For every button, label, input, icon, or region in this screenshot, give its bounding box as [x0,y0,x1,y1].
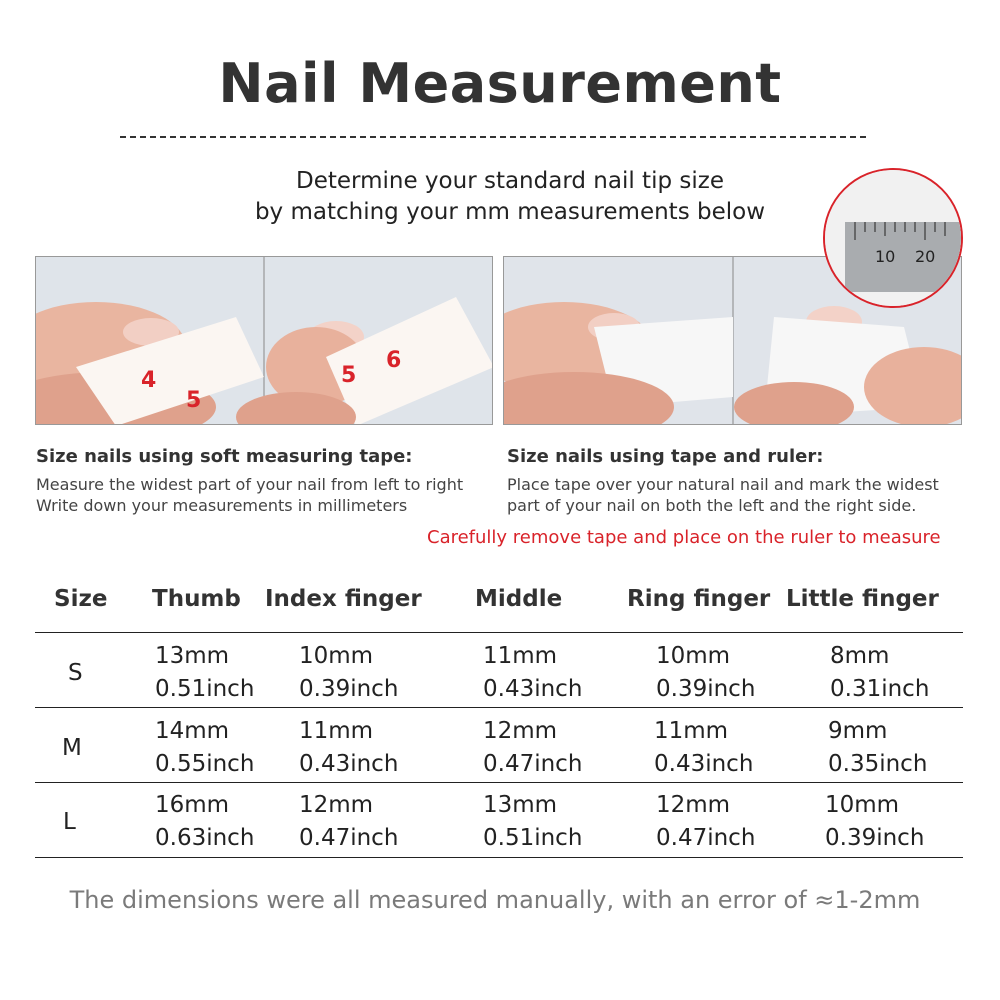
mm-value: 12mm [299,792,374,818]
ruler-label: 20 [915,247,936,266]
table-cell [828,715,927,781]
inch-value: 0.43inch [299,751,399,777]
inch-value: 0.47inch [299,825,399,851]
inch-value: 0.51inch [483,825,583,851]
inch-value: 0.35inch [828,751,928,777]
soft-tape-photo [35,256,493,425]
mm-value: 12mm [656,792,731,818]
table-cell [299,789,398,855]
table-cell [483,640,582,706]
inch-value: 0.43inch [483,676,583,702]
inch-value: 0.55inch [155,751,255,777]
table-cell [830,640,929,706]
mm-value: 16mm [155,792,230,818]
header-size: Size [54,586,108,612]
inch-value: 0.47inch [656,825,756,851]
table-cell [155,789,254,855]
table-cell [299,715,398,781]
header-middle: Middle [475,586,563,612]
size-label: M [62,735,82,761]
page-title: Nail Measurement [218,52,782,115]
table-cell [656,789,755,855]
ruler-label: 10 [875,247,896,266]
mm-value: 10mm [299,643,374,669]
mm-value: 12mm [483,718,558,744]
tape-label: 6 [386,348,402,373]
table-cell [155,715,254,781]
inch-value: 0.39inch [656,676,756,702]
inch-value: 0.63inch [155,825,255,851]
mm-value: 10mm [825,792,900,818]
mm-value: 10mm [656,643,731,669]
table-rule [35,632,963,633]
mm-value: 14mm [155,718,230,744]
inch-value: 0.39inch [825,825,925,851]
table-cell [155,640,254,706]
mm-value: 8mm [830,643,890,669]
header-index: Index finger [265,586,422,612]
table-cell [483,789,582,855]
ruler-closeup [823,168,963,308]
header-thumb: Thumb [152,586,241,612]
table-rule [35,707,963,708]
table-cell [483,715,582,781]
table-cell [825,789,924,855]
tape-label: 5 [341,363,357,388]
warning-text: Carefully remove tape and place on the ruler to measure [427,527,941,548]
right-caption-line: Place tape over your natural nail and mark the widest [507,475,939,494]
right-caption-heading: Size nails using tape and ruler: [507,446,824,467]
tape-label: 4 [141,368,157,393]
right-caption-line: part of your nail on both the left and the right side. [507,496,917,515]
mm-value: 11mm [654,718,729,744]
inch-value: 0.47inch [483,751,583,777]
table-cell [656,640,755,706]
mm-value: 11mm [299,718,374,744]
mm-value: 9mm [828,718,888,744]
size-label: L [63,809,76,835]
size-label: S [68,660,83,686]
header-little: Little finger [786,586,939,612]
left-caption-heading: Size nails using soft measuring tape: [36,446,413,467]
inch-value: 0.43inch [654,751,754,777]
footer-note: The dimensions were all measured manually, with an error of ≈1-2mm [69,886,921,914]
subtitle-line-1: Determine your standard nail tip size [296,168,724,194]
mm-value: 13mm [155,643,230,669]
inch-value: 0.39inch [299,676,399,702]
left-caption-line: Measure the widest part of your nail from left to right [36,475,464,494]
table-cell [654,715,753,781]
subtitle-line-2: by matching your mm measurements below [254,199,766,225]
table-cell [299,640,398,706]
table-rule [35,782,963,783]
inch-value: 0.31inch [830,676,930,702]
header-ring: Ring finger [627,586,771,612]
inch-value: 0.51inch [155,676,255,702]
table-rule [35,857,963,858]
tape-label: 5 [186,388,202,413]
mm-value: 11mm [483,643,558,669]
dashed-divider [120,136,866,138]
left-caption-line: Write down your measurements in millimeters [36,496,408,515]
mm-value: 13mm [483,792,558,818]
